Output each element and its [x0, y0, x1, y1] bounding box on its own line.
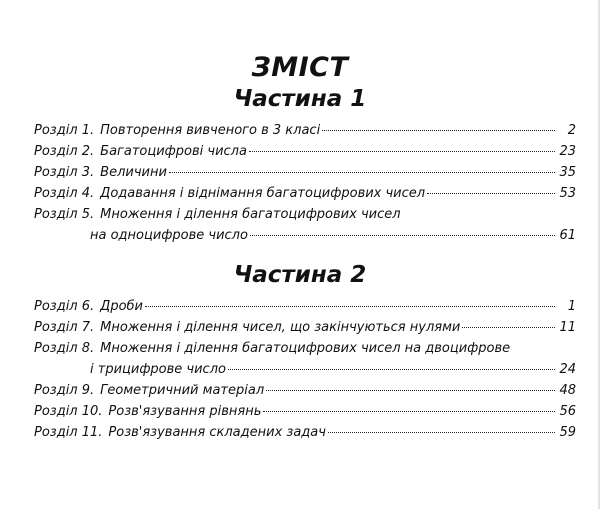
page-number: 53	[559, 186, 576, 201]
page-number: 59	[559, 425, 576, 440]
page-number: 24	[559, 362, 576, 377]
page-number: 61	[559, 228, 576, 243]
toc-entry-section-4[interactable]	[34, 183, 576, 204]
page-number: 23	[559, 144, 576, 159]
dot-leader	[427, 193, 555, 194]
dot-leader	[169, 172, 555, 173]
part-2-heading: Частина 2	[233, 262, 367, 288]
section-label: Розділ 5.	[34, 207, 95, 222]
dot-leader	[266, 390, 555, 391]
page-title: ЗМІСТ	[251, 52, 349, 83]
toc-entry-section-3[interactable]	[34, 162, 576, 183]
section-title: Множення і ділення багатоцифрових чисел	[100, 207, 401, 222]
section-label: Розділ 4.	[34, 186, 95, 201]
section-title: Геометричний матеріал	[100, 383, 265, 398]
dot-leader	[145, 306, 555, 307]
section-title-continuation: і трицифрове число	[90, 362, 226, 377]
toc-entry-section-9[interactable]	[34, 380, 576, 401]
page-number: 1	[567, 299, 576, 314]
part-2-toc-list	[34, 296, 576, 443]
section-label: Розділ 7.	[34, 320, 95, 335]
page-number: 56	[559, 404, 576, 419]
page-number: 11	[559, 320, 576, 335]
section-label: Розділ 11.	[34, 425, 103, 440]
part-1-toc-list	[34, 120, 576, 246]
toc-entry-section-2[interactable]	[34, 141, 576, 162]
section-title: Повторення вивченого в 3 класі	[100, 123, 321, 138]
page-number: 48	[559, 383, 576, 398]
toc-entry-section-6[interactable]	[34, 296, 576, 317]
page-number: 2	[567, 123, 576, 138]
dot-leader	[228, 369, 555, 370]
section-label: Розділ 6.	[34, 299, 95, 314]
section-label: Розділ 8.	[34, 341, 95, 356]
section-label: Розділ 2.	[34, 144, 95, 159]
section-title: Розв'язування рівнянь	[108, 404, 262, 419]
section-label: Розділ 1.	[34, 123, 95, 138]
toc-entry-section-8[interactable]	[34, 338, 576, 380]
part-1-heading: Частина 1	[233, 86, 367, 112]
toc-entry-section-1[interactable]	[34, 120, 576, 141]
page-number: 35	[559, 165, 576, 180]
toc-entry-section-5[interactable]	[34, 204, 576, 246]
toc-entry-section-10[interactable]	[34, 401, 576, 422]
section-title: Множення і ділення багатоцифрових чисел на двоцифрове	[100, 341, 511, 356]
dot-leader	[328, 432, 555, 433]
section-title: Багатоцифрові числа	[100, 144, 247, 159]
dot-leader	[250, 235, 555, 236]
dot-leader	[249, 151, 555, 152]
dot-leader	[263, 411, 555, 412]
section-title: Додавання і віднімання багатоцифрових чисел	[100, 186, 426, 201]
section-title: Множення і ділення чисел, що закінчуються нулями	[100, 320, 461, 335]
section-label: Розділ 10.	[34, 404, 103, 419]
section-title-continuation: на одноцифрове число	[90, 228, 248, 243]
toc-entry-section-7[interactable]	[34, 317, 576, 338]
dot-leader	[462, 327, 555, 328]
dot-leader	[322, 130, 555, 131]
toc-entry-section-11[interactable]	[34, 422, 576, 443]
section-title: Величини	[100, 165, 167, 180]
section-label: Розділ 3.	[34, 165, 95, 180]
section-title: Дроби	[100, 299, 143, 314]
section-label: Розділ 9.	[34, 383, 95, 398]
section-title: Розв'язування складених задач	[108, 425, 326, 440]
